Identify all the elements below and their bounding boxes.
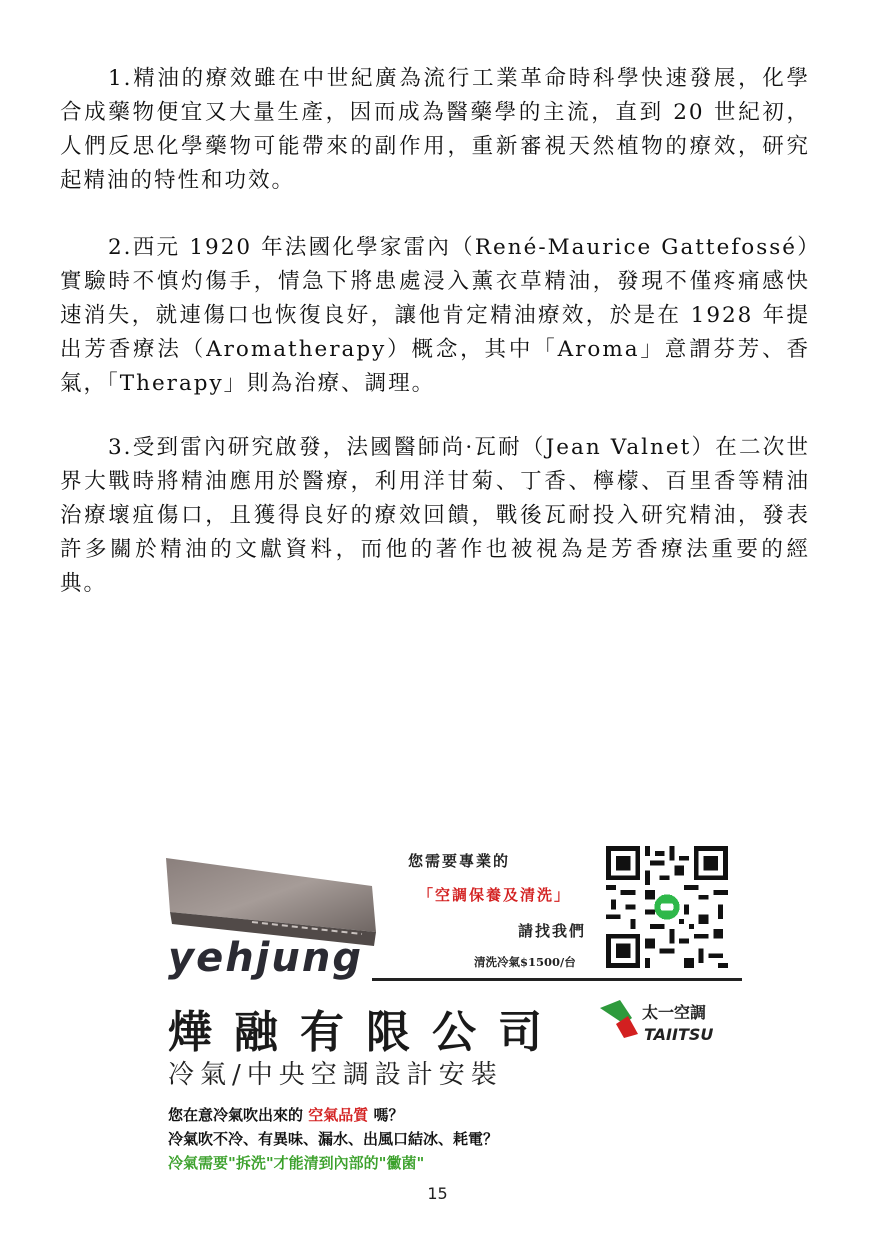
service-text: 「空調保養及清洗」 — [418, 886, 572, 904]
advertisement — [132, 832, 744, 1178]
svg-text:TAIITSU: TAIITSU — [644, 1025, 714, 1044]
paragraph-1: 1.精油的療效雖在中世紀廣為流行工業革命時科學快速發展，化學合成藥物便宜又大量生產，因而成為醫藥學的主流，直到 20 世紀初，人們反思化學藥物可能帶來的副作用，重新審視天然植物的療效，研究起精油的特性和功效。 — [60, 66, 810, 193]
divider — [372, 978, 742, 981]
company-name: 燁融有限公司 — [168, 1007, 564, 1058]
svg-text:太一空調: 太一空調 — [642, 1003, 707, 1022]
need-text: 您需要專業的 — [408, 852, 511, 870]
paragraph-2: 2.西元 1920 年法國化學家雷內（René-Maurice Gattefossé）實驗時不慎灼傷手，情急下將患處浸入薰衣草精油，發現不僅疼痛感快速消失，就連傷口也恢復良好，讓他肯定精油療效，於是在 1928 年提出芳香療法（Aromatherapy）概念，其中「Aroma」意謂芬芳、香氣，「Therapy」則為治療、調理。 — [60, 235, 810, 396]
price-text: 清洗冷氣$1500/台 — [474, 955, 576, 969]
brand-wordmark: yehjung — [168, 935, 363, 981]
question-line: 您在意冷氣吹出來的 空氣品質 嗎？ — [168, 1106, 404, 1124]
solution-line: 冷氣需要"拆洗"才能清到內部的"黴菌" — [168, 1154, 425, 1172]
qr-code-icon[interactable] — [606, 846, 728, 968]
page-number: 15 — [427, 1184, 448, 1203]
paragraph-3: 3.受到雷內研究啟發，法國醫師尚·瓦耐（Jean Valnet）在二次世界大戰時將精油應用於醫療，利用洋甘菊、丁香、檸檬、百里香等精油治療壞疽傷口，且獲得良好的療效回饋，戰後瓦耐投入研究精油，發表許多關於精油的文獻資料，而他的著作也被視為是芳香療法重要的經典。 — [60, 435, 810, 596]
problems-line: 冷氣吹不冷、有異味、漏水、出風口結冰、耗電？ — [168, 1130, 499, 1148]
company-subtitle: 冷氣/中央空調設計安裝 — [168, 1060, 503, 1090]
taiitsu-logo — [598, 994, 738, 1050]
find-us-text: 請找我們 — [518, 922, 587, 940]
